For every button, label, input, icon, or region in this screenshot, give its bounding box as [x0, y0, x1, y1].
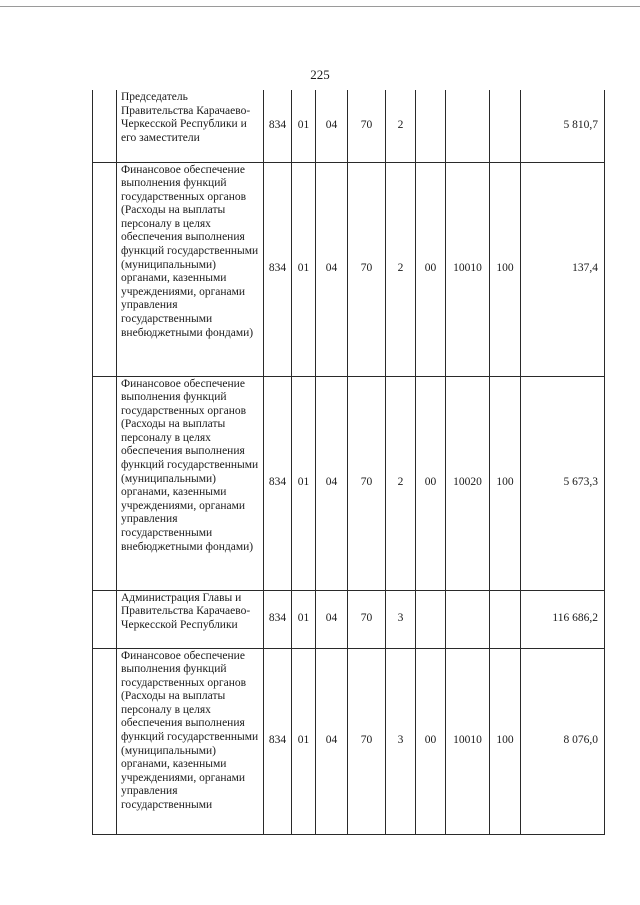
- subsection-code: 04: [316, 376, 348, 590]
- table-row: [93, 162, 605, 376]
- main-event-code: [416, 90, 446, 162]
- index-cell: [93, 590, 117, 648]
- amount: 8 076,0: [521, 648, 605, 834]
- subprogram-code: 2: [386, 376, 416, 590]
- direction-code: 10010: [446, 648, 490, 834]
- program-code: 70: [348, 90, 386, 162]
- index-cell: [93, 162, 117, 376]
- index-cell: [93, 90, 117, 162]
- table-row: [93, 376, 605, 590]
- program-code: 70: [348, 648, 386, 834]
- direction-code: 10020: [446, 376, 490, 590]
- main-event-code: 00: [416, 648, 446, 834]
- subsection-code: 04: [316, 590, 348, 648]
- ministry-code: 834: [264, 90, 292, 162]
- subprogram-code: 2: [386, 90, 416, 162]
- expense-type-code: [490, 90, 521, 162]
- row-name: Финансовое обеспечение выполнения функций государственных органов (Расходы на выплаты персоналу в целях обеспечения выполнения функций государственными (муниципальными) органами, казенными учреждениями, органами управления государственными внебюджетными фондами): [117, 162, 264, 376]
- table-row: [93, 590, 605, 648]
- row-name: Председатель Правительства Карачаево-Черкесской Республики и его заместители: [117, 90, 264, 162]
- subsection-code: 04: [316, 90, 348, 162]
- main-event-code: 00: [416, 376, 446, 590]
- main-event-code: [416, 590, 446, 648]
- expense-type-code: 100: [490, 376, 521, 590]
- section-code: 01: [292, 590, 316, 648]
- ministry-code: 834: [264, 162, 292, 376]
- section-code: 01: [292, 648, 316, 834]
- page-number: 225: [310, 67, 330, 82]
- section-code: 01: [292, 376, 316, 590]
- scan-edge-line: [0, 6, 640, 7]
- index-cell: [93, 376, 117, 590]
- ministry-code: 834: [264, 590, 292, 648]
- row-name: Финансовое обеспечение выполнения функций государственных органов (Расходы на выплаты персоналу в целях обеспечения выполнения функций государственными (муниципальными) органами, казенными учреждениями, органами управления государственными внебюджетными фондами): [117, 376, 264, 590]
- index-cell: [93, 648, 117, 834]
- direction-code: 10010: [446, 162, 490, 376]
- expense-type-code: [490, 590, 521, 648]
- amount: 5 810,7: [521, 90, 605, 162]
- amount: 116 686,2: [521, 590, 605, 648]
- program-code: 70: [348, 590, 386, 648]
- row-name: Администрация Главы и Правительства Карачаево-Черкесской Республики: [117, 590, 264, 648]
- section-code: 01: [292, 90, 316, 162]
- subprogram-code: 3: [386, 590, 416, 648]
- subsection-code: 04: [316, 648, 348, 834]
- ministry-code: 834: [264, 648, 292, 834]
- expense-type-code: 100: [490, 648, 521, 834]
- direction-code: [446, 90, 490, 162]
- program-code: 70: [348, 376, 386, 590]
- expense-type-code: 100: [490, 162, 521, 376]
- direction-code: [446, 590, 490, 648]
- subprogram-code: 3: [386, 648, 416, 834]
- amount: 137,4: [521, 162, 605, 376]
- table-row: [93, 90, 605, 162]
- row-name: Финансовое обеспечение выполнения функций государственных органов (Расходы на выплаты персоналу в целях обеспечения выполнения функций государственными (муниципальными) органами, казенными учреждениями, органами управления государственными: [117, 648, 264, 834]
- section-code: 01: [292, 162, 316, 376]
- ministry-code: 834: [264, 376, 292, 590]
- program-code: 70: [348, 162, 386, 376]
- subsection-code: 04: [316, 162, 348, 376]
- budget-table: [92, 90, 605, 835]
- main-event-code: 00: [416, 162, 446, 376]
- amount: 5 673,3: [521, 376, 605, 590]
- subprogram-code: 2: [386, 162, 416, 376]
- table-row: [93, 648, 605, 834]
